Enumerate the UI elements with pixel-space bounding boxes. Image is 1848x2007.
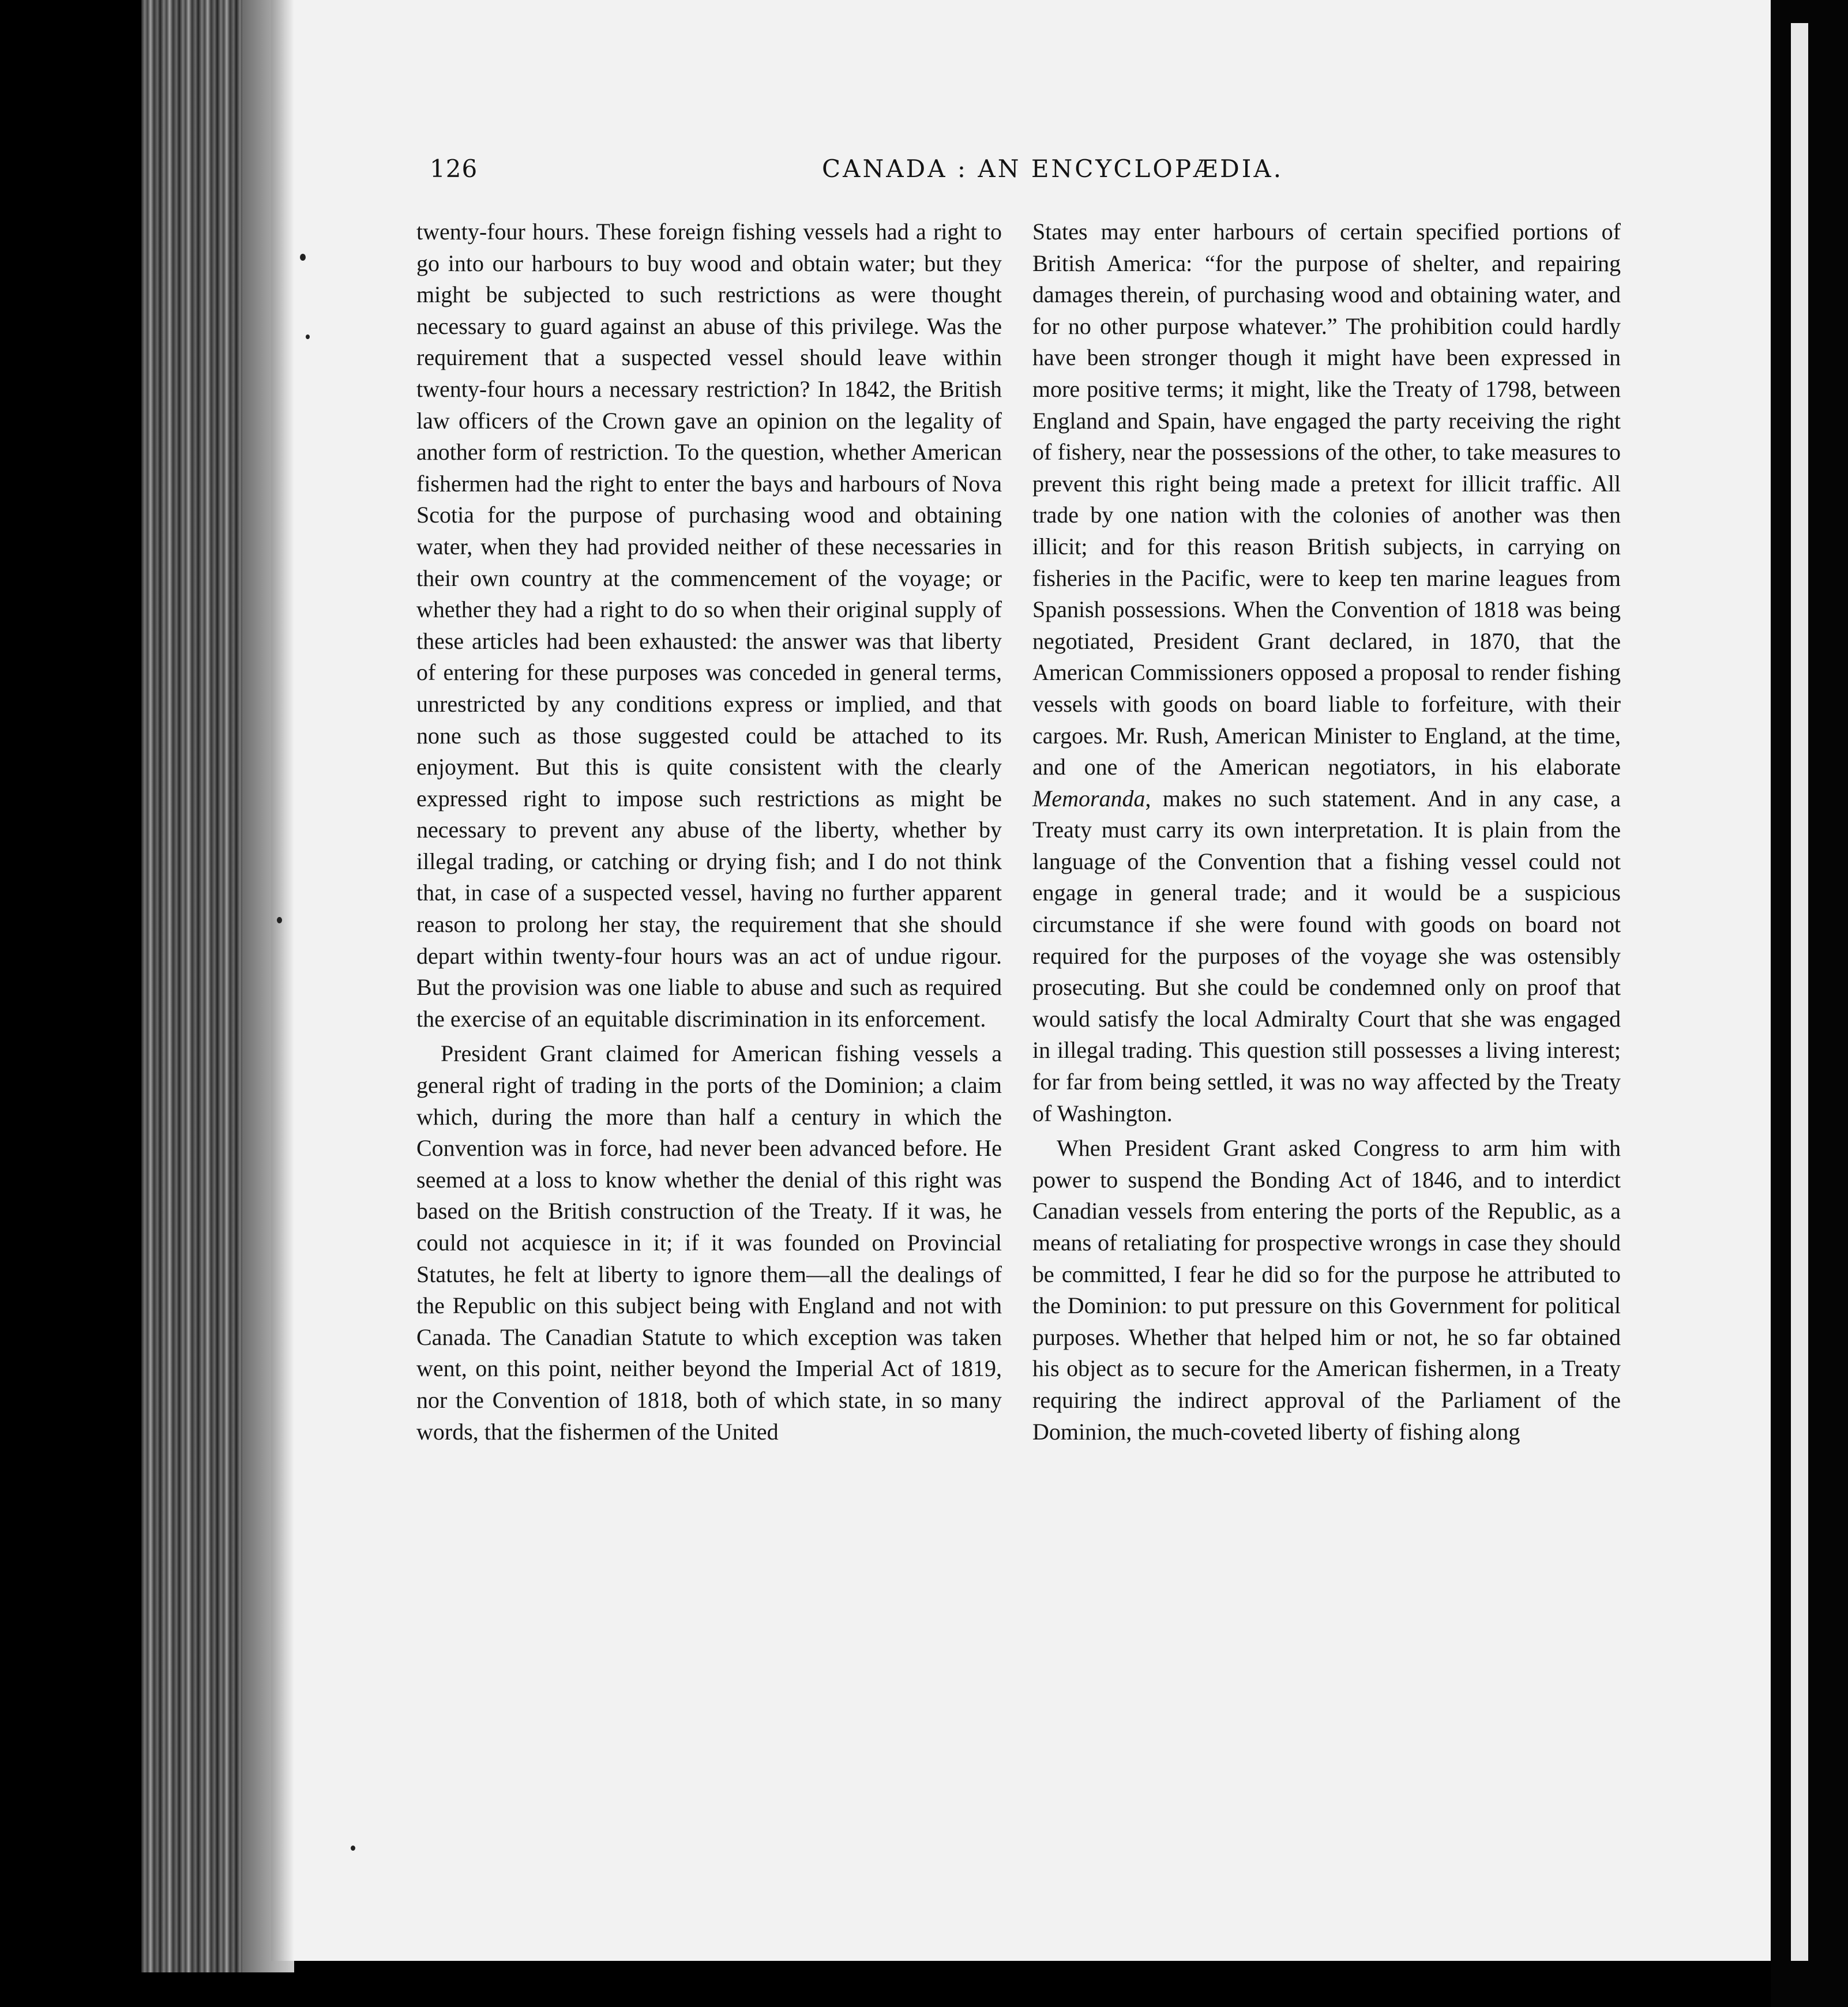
right-paragraph-2: When President Grant asked Congress to arm him with power to suspend the Bonding Act of 1846, and to interdict Canadian vessels from entering the ports of the Republic, as a means of retaliating for prospective wrongs in case they should be committed, I fear he did so for the purpose he attributed to the Dominion: to put pressure on this Government for political purposes. Whether that helped him or not, he so far obtained his object as to secure for the American fishermen, in a Treaty requiring the indirect approval of the Parliament of the Dominion, the much-coveted liberty of fishing along xyxy=(1032,1135,1621,1445)
running-title: CANADA : AN ENCYCLOPÆDIA. xyxy=(822,155,1284,183)
right-paragraph-1-italic-title: Memoranda xyxy=(1032,785,1145,811)
left-text-column xyxy=(416,216,1002,1448)
page-number: 126 xyxy=(430,155,478,183)
facing-page-dark-edge xyxy=(1771,0,1848,2007)
left-paragraph-1: twenty-four hours. These foreign fishing vessels had a right to go into our harbours to buy wood and obtain water; but they might be subjected to such restrictions as were thought necessary to guard against an abuse of this privilege. Was the requirement that a suspected vessel should leave within twenty-four hours a necessary restriction? In 1842, the British law officers of the Crown gave an opinion on the legality of another form of restriction. To the question, whether American fishermen had the right to enter the bays and harbours of Nova Scotia for the purpose of purchasing wood and obtaining water, when they had provided neither of these necessaries in their own country at the commencement of the voyage; or whether they had a right to do so when their original supply of these articles had been exhausted: the answer was that liberty of entering for these purposes was conceded in general terms, unrestricted by any conditions express or implied, and that none such as those suggested could be attached to its enjoyment. But this is quite consistent with the clearly expressed right to impose such restrictions as might be necessary to prevent any abuse of the liberty, whether by illegal trading, or catching or drying fish; and I do not think that, in case of a suspected vessel, having no further apparent reason to prolong her stay, the requirement that she should depart within twenty-four hours was an act of undue rigour. But the provision was one liable to abuse and such as required the exercise of an equitable discrimination in its enforcement. xyxy=(416,219,1002,1032)
facing-page-strip xyxy=(1791,23,1808,1961)
right-paragraph-1-text-b: , makes no such statement. And in any case, a Treaty must carry its own interpretation. It is plain from the language of the Convention that a fishing vessel could not engage in general trade; and it would be a suspicious circumstance if she were found with goods on board not required for the purposes of the voyage she was ostensibly prosecuting. But she could be condemned only on proof that would satisfy the local Admiralty Court that she was engaged in illegal trading. This question still possesses a living interest; for far from being settled, it was no way affected by the Treaty of Washington. xyxy=(1032,785,1621,1126)
left-paragraph-2: President Grant claimed for American fishing vessels a general right of trading in the ports of the Dominion; a claim which, during the more than half a century in which the Convention was in force, had never been advanced before. He seemed at a loss to know whether the denial of this right was based on the British construction of the Treaty. If it was, he could not acquiesce in it; if it was founded on Provincial Statutes, he felt at liberty to ignore them—all the dealings of the Republic on this subject being with England and not with Canada. The Canadian Statute to which exception was taken went, on this point, neither beyond the Imperial Act of 1819, nor the Convention of 1818, both of which state, in so many words, that the fishermen of the United xyxy=(416,1040,1002,1445)
running-header xyxy=(430,155,1612,195)
right-paragraph-1-text-a: States may enter harbours of certain specified portions of British America: “for the purpose of shelter, and repairing damages therein, of purchasing wood and obtaining water, and for no other purpose whatever.” The prohibition could hardly have been stronger though it might have been expressed in more positive terms; it might, like the Treaty of 1798, between England and Spain, have engaged the party receiving the right of fishery, near the possessions of the other, to take measures to prevent this right being made a pretext for illicit traffic. All trade by one nation with the colonies of another was then illicit; and for this reason British subjects, in carrying on fisheries in the Pacific, were to keep ten marine leagues from Spanish possessions. When the Convention of 1818 was being negotiated, President Grant declared, in 1870, that the American Commissioners opposed a proposal to render fishing vessels with goods on board liable to forfeiture, with their cargoes. Mr. Rush, American Minister to England, at the time, and one of the American negotiators, in his elaborate xyxy=(1032,219,1621,780)
right-paragraph-1 xyxy=(1032,216,1621,1129)
right-text-column xyxy=(1032,216,1621,1448)
gutter-shadow xyxy=(271,0,294,1961)
